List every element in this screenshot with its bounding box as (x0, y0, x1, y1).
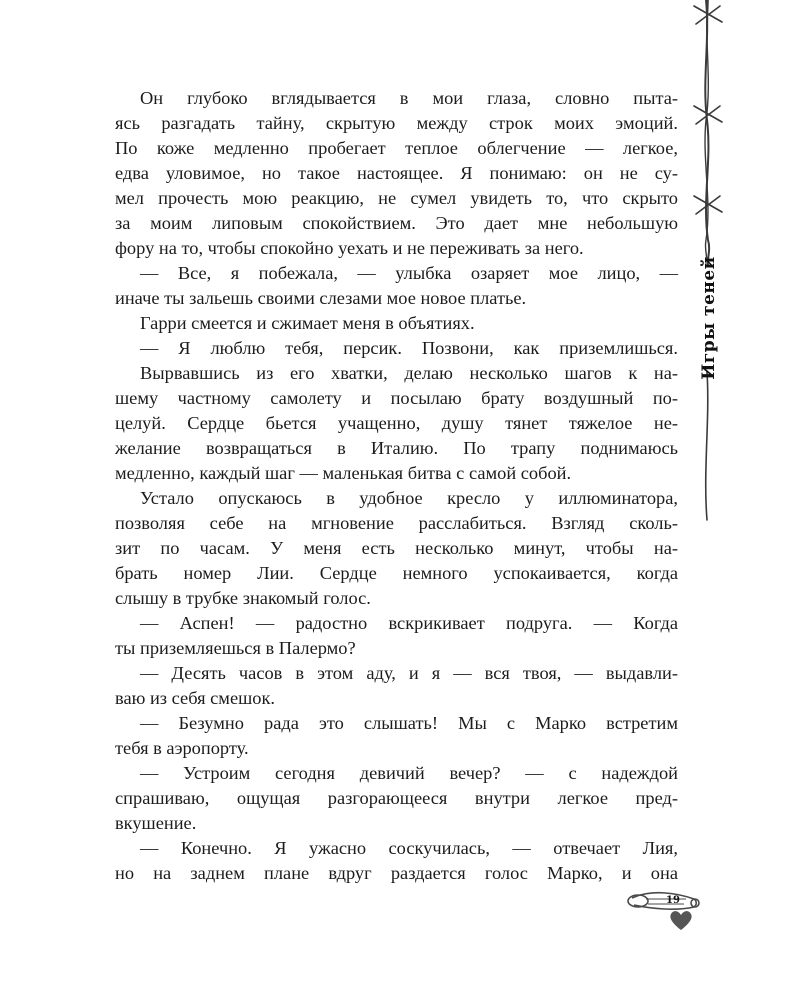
page-number: 19 (666, 895, 680, 906)
text-line: ты приземляешься в Палермо? (115, 638, 356, 658)
text-line: позволяя себе на мгновение расслабиться. Взгляд сколь- (115, 513, 678, 533)
text-line: ваю из себя смешок. (115, 688, 276, 708)
text-line: но на заднем плане вдруг раздается голос Марко, и она (115, 863, 678, 883)
text-line: тебя в аэропорту. (115, 738, 249, 758)
text-line: Гарри смеется и сжимает меня в объятиях. (140, 313, 475, 333)
text-line: за моим липовым спокойствием. Это дает мне небольшую (115, 213, 678, 233)
text-line: — Конечно. Я ужасно соскучилась, — отвечает Лия, (140, 838, 678, 858)
text-line: — Безумно рада это слышать! Мы с Марко встретим (140, 713, 678, 733)
text-line: вкушение. (115, 813, 197, 833)
text-line: зит по часам. У меня есть несколько минут, чтобы на- (115, 538, 678, 558)
text-line: целуй. Сердце бьется учащенно, душу тянет тяжелое не- (115, 413, 678, 433)
text-line: желание возвращаться в Италию. По трапу поднимаюсь (115, 438, 678, 458)
heart-icon (668, 907, 694, 933)
text-line: шему частному самолету и посылаю брату воздушный по- (115, 388, 678, 408)
text-line: — Десять часов в этом аду, и я — вся твоя, — выдавли- (140, 663, 678, 683)
barbed-wire-icon (686, 0, 730, 1000)
text-line: ясь разгадать тайну, скрытую между строк моих эмоций. (115, 113, 678, 133)
text-line: Вырвавшись из его хватки, делаю несколько шагов к на- (140, 363, 678, 383)
text-line: слышу в трубке знакомый голос. (115, 588, 371, 608)
body-text (115, 86, 678, 886)
running-title: Игры теней (699, 256, 719, 380)
text-line: — Я люблю тебя, персик. Позвони, как приземлишься. (140, 338, 678, 358)
text-line: брать номер Лии. Сердце немного успокаивается, когда (115, 563, 678, 583)
text-line: спрашиваю, ощущая разгорающееся внутри легкое пред- (115, 788, 678, 808)
text-line: едва уловимое, но такое настоящее. Я понимаю: он не су- (115, 163, 678, 183)
text-line: — Аспен! — радостно вскрикивает подруга. — Когда (140, 613, 678, 633)
text-line: фору на то, чтобы спокойно уехать и не переживать за него. (115, 238, 584, 258)
text-line: — Все, я побежала, — улыбка озаряет мое лицо, — (140, 263, 678, 283)
text-line: — Устроим сегодня девичий вечер? — с надеждой (140, 763, 678, 783)
text-line: медленно, каждый шаг — маленькая битва с самой собой. (115, 463, 572, 483)
text-line: Устало опускаюсь в удобное кресло у иллюминатора, (140, 488, 678, 508)
text-line: По коже медленно пробегает теплое облегчение — легкое, (115, 138, 678, 158)
text-line: мел прочесть мою реакцию, не сумел увидеть то, что скрыто (115, 188, 678, 208)
text-line: иначе ты зальешь своими слезами мое новое платье. (115, 288, 527, 308)
text-line: Он глубоко вглядывается в мои глаза, словно пыта- (140, 88, 678, 108)
